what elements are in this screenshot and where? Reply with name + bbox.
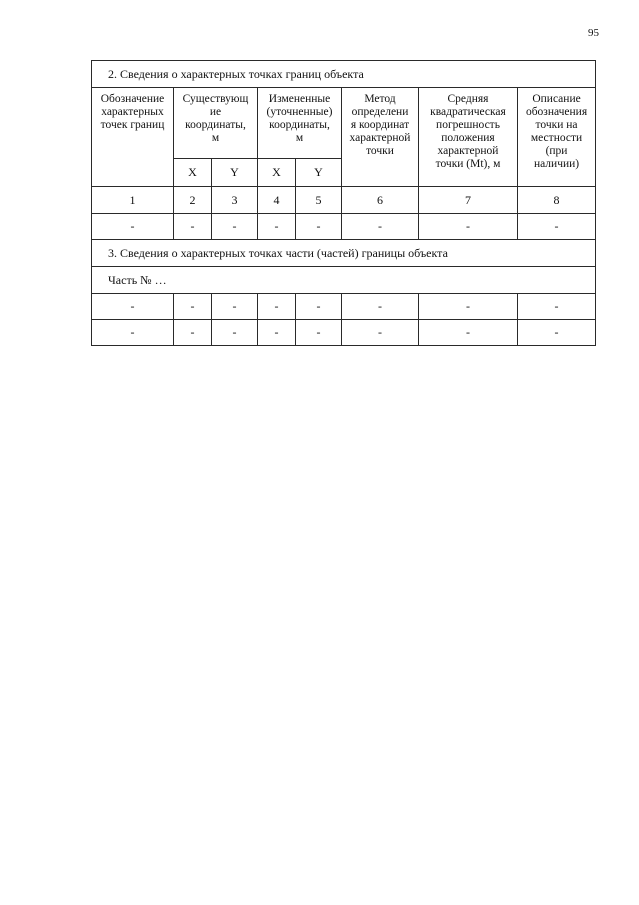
column-number: 7 — [419, 187, 518, 214]
section-3-title-row — [92, 240, 596, 267]
table-cell: - — [419, 320, 518, 346]
table-row — [92, 214, 596, 240]
table-row — [92, 294, 596, 320]
column-number: 3 — [212, 187, 258, 214]
section-3-title: 3. Сведения о характерных точках части (частей) границы объекта — [92, 240, 596, 267]
header-existing-y: Y — [212, 159, 258, 187]
column-number: 1 — [92, 187, 174, 214]
table-cell: - — [518, 214, 596, 240]
table-row — [92, 320, 596, 346]
table-cell: - — [518, 294, 596, 320]
boundary-points-table — [91, 60, 596, 346]
section-2-title: 2. Сведения о характерных точках границ объекта — [92, 61, 596, 88]
table-cell: - — [92, 320, 174, 346]
column-number: 4 — [258, 187, 296, 214]
header-description: Описание обозначения точки на местности (при наличии) — [518, 88, 596, 187]
table-cell: - — [92, 214, 174, 240]
table-cell: - — [296, 294, 342, 320]
table-cell: - — [212, 214, 258, 240]
table-cell: - — [92, 294, 174, 320]
header-changed-y: Y — [296, 159, 342, 187]
table-cell: - — [342, 320, 419, 346]
table-cell: - — [212, 320, 258, 346]
table-cell: - — [296, 214, 342, 240]
table-cell: - — [419, 294, 518, 320]
table-cell: - — [174, 214, 212, 240]
table-cell: - — [174, 294, 212, 320]
column-number: 5 — [296, 187, 342, 214]
header-mean-square-error: Средняя квадратическая погрешность положения характерной точки (Mt), м — [419, 88, 518, 187]
column-number: 8 — [518, 187, 596, 214]
page-number: 95 — [588, 27, 599, 39]
section-2-title-row — [92, 61, 596, 88]
header-existing-coordinates: Существующ ие координаты, м — [174, 88, 258, 159]
table-cell: - — [212, 294, 258, 320]
table-cell: - — [258, 320, 296, 346]
header-method: Метод определени я координат характерной точки — [342, 88, 419, 187]
table-cell: - — [419, 214, 518, 240]
column-number: 2 — [174, 187, 212, 214]
table-cell: - — [518, 320, 596, 346]
table-cell: - — [342, 214, 419, 240]
table-cell: - — [258, 214, 296, 240]
header-existing-x: X — [174, 159, 212, 187]
part-number-label: Часть № … — [92, 267, 596, 294]
table-cell: - — [174, 320, 212, 346]
header-changed-x: X — [258, 159, 296, 187]
table-cell: - — [342, 294, 419, 320]
header-row — [92, 88, 596, 159]
column-number: 6 — [342, 187, 419, 214]
column-numbers-row — [92, 187, 596, 214]
table-cell: - — [296, 320, 342, 346]
table-cell: - — [258, 294, 296, 320]
part-label-row — [92, 267, 596, 294]
header-designation: Обозначение характерных точек границ — [92, 88, 174, 187]
header-changed-coordinates: Измененные (уточненные) координаты, м — [258, 88, 342, 159]
